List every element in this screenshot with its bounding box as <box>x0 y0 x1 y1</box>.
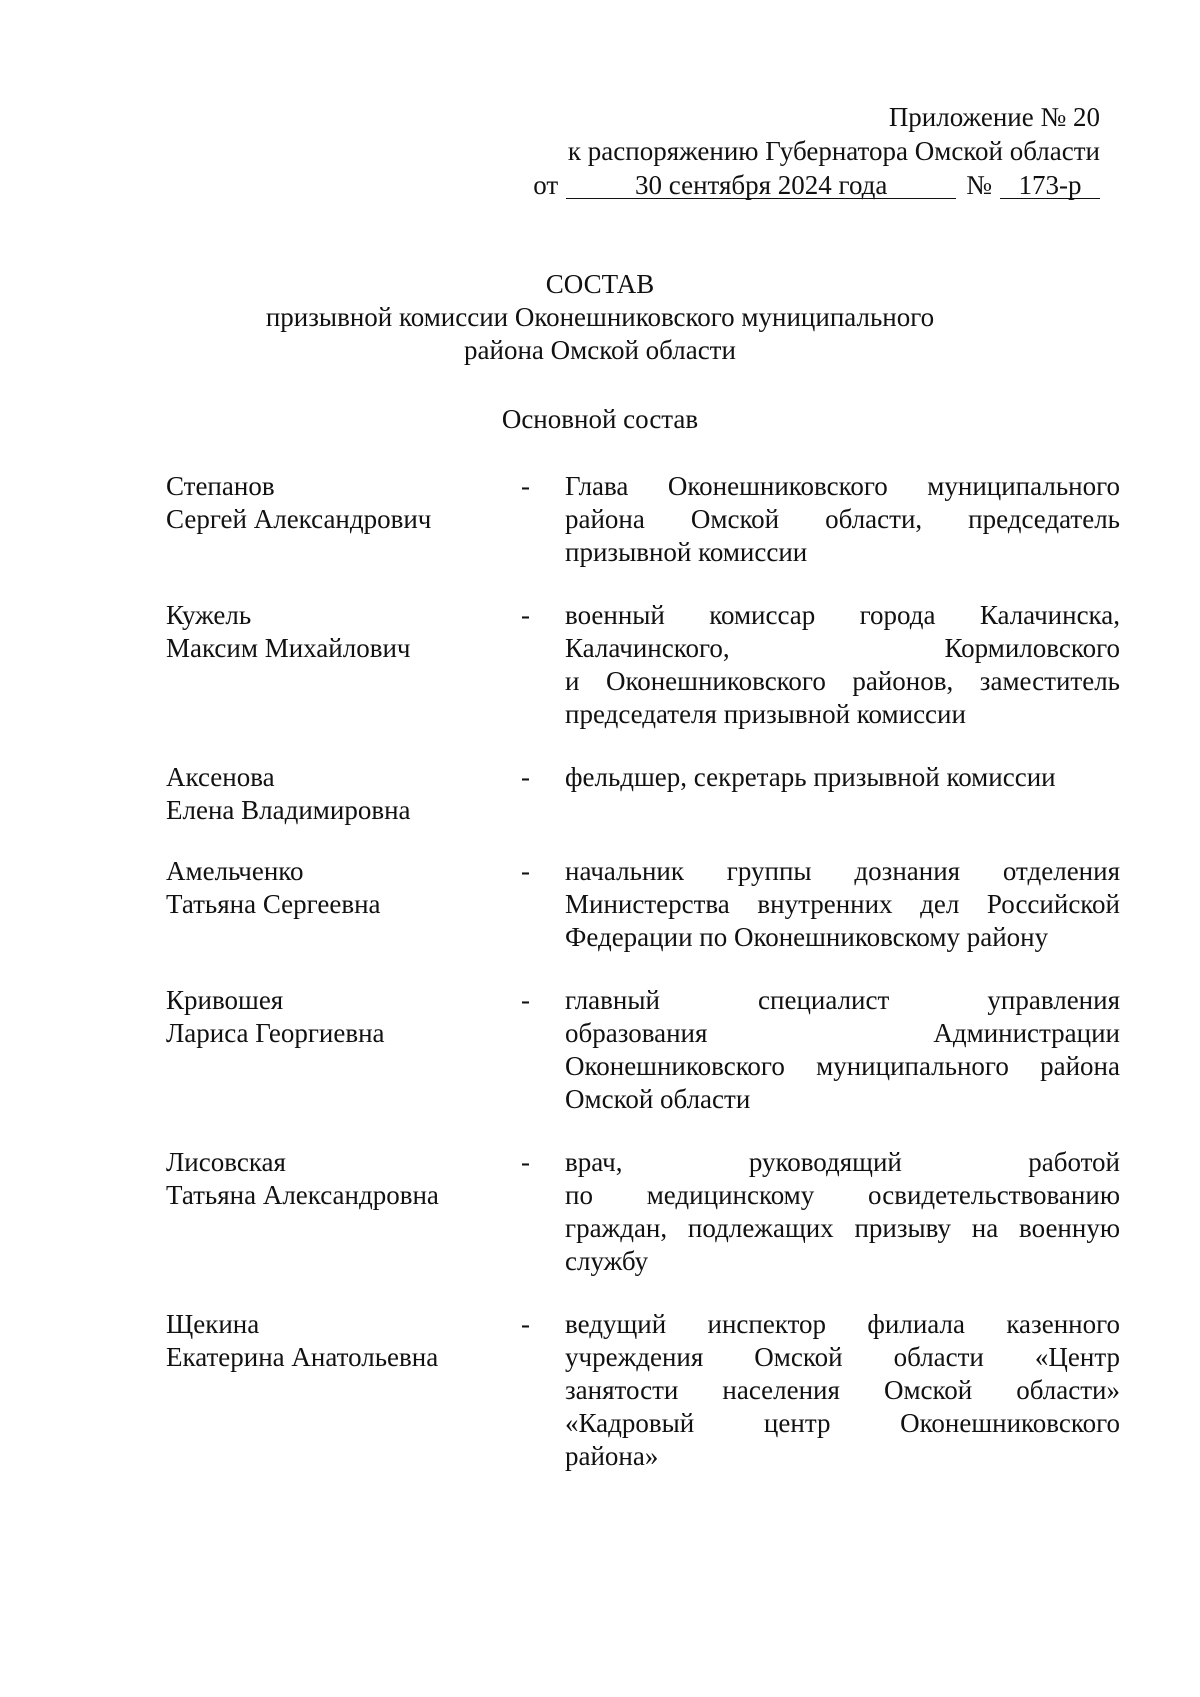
member-name <box>166 984 521 1050</box>
appendix-header <box>500 100 1100 202</box>
member-given-names: Елена Владимировна <box>166 795 411 825</box>
member-role-line: Калачинского, Кормиловского <box>565 633 1120 663</box>
member-given-names: Максим Михайлович <box>166 633 411 663</box>
member-given-names: Лариса Георгиевна <box>166 1018 385 1048</box>
member-role-line: Министерства внутренних дел Российской <box>565 889 1120 919</box>
member-dash: - <box>521 600 530 630</box>
member-role-line: образования Администрации <box>565 1018 1120 1048</box>
member-name <box>166 470 521 536</box>
member-surname: Лисовская <box>166 1147 286 1177</box>
member-given-names: Татьяна Александровна <box>166 1180 439 1210</box>
member-role-line: Омской области <box>565 1084 751 1114</box>
member-row <box>166 984 1124 1116</box>
member-role-line: врач, руководящий работой <box>565 1147 1120 1177</box>
member-role-line: граждан, подлежащих призыву на военную <box>565 1213 1120 1243</box>
member-given-names: Сергей Александрович <box>166 504 432 534</box>
member-role-line: по медицинскому освидетельствованию <box>565 1180 1120 1210</box>
member-surname: Аксенова <box>166 762 275 792</box>
member-role-line: учреждения Омской области «Центр <box>565 1342 1120 1372</box>
member-surname: Амельченко <box>166 856 304 886</box>
member-role <box>565 1308 1120 1473</box>
member-role-line: ведущий инспектор филиала казенного <box>565 1309 1120 1339</box>
document-title <box>140 268 1060 367</box>
member-role-line: района Омской области, председатель <box>565 504 1120 534</box>
member-row <box>166 470 1124 569</box>
member-row <box>166 855 1124 954</box>
member-dash: - <box>521 1147 530 1177</box>
from-label: от <box>533 170 559 200</box>
member-dash: - <box>521 856 530 886</box>
member-surname: Кривошея <box>166 985 284 1015</box>
member-role <box>565 761 1120 794</box>
member-name <box>166 1308 521 1374</box>
member-surname: Кужель <box>166 600 252 630</box>
member-name <box>166 1146 521 1212</box>
member-name <box>166 761 521 827</box>
member-role-line: призывной комиссии <box>565 537 808 567</box>
member-role-line: начальник группы дознания отделения <box>565 856 1120 886</box>
member-row <box>166 1146 1124 1278</box>
member-role <box>565 470 1120 569</box>
member-dash: - <box>521 985 530 1015</box>
member-name <box>166 599 521 665</box>
member-role-line: Оконешниковского муниципального района <box>565 1051 1120 1081</box>
member-surname: Щекина <box>166 1309 260 1339</box>
member-role-line: Федерации по Оконешниковскому району <box>565 922 1049 952</box>
order-number: 173-р <box>1000 172 1100 199</box>
member-dash: - <box>521 471 530 501</box>
members-list <box>166 470 1124 1473</box>
number-label: № <box>966 170 992 200</box>
member-role-line: района» <box>565 1441 659 1471</box>
member-given-names: Екатерина Анатольевна <box>166 1342 439 1372</box>
title-main: СОСТАВ <box>545 269 655 299</box>
member-role-line: «Кадровый центр Оконешниковского <box>565 1408 1120 1438</box>
member-role <box>565 599 1120 731</box>
member-dash: - <box>521 762 530 792</box>
member-role <box>565 1146 1120 1278</box>
member-role-line: председателя призывной комиссии <box>565 699 966 729</box>
section-heading: Основной состав <box>501 404 699 434</box>
member-dash: - <box>521 1309 530 1339</box>
member-role-line: Глава Оконешниковского муниципального <box>565 471 1120 501</box>
member-role-line: службу <box>565 1246 649 1276</box>
member-role-line: фельдшер, секретарь призывной комиссии <box>565 762 1056 792</box>
order-date: 30 сентября 2024 года <box>566 172 956 199</box>
member-role-line: главный специалист управления <box>565 985 1120 1015</box>
member-row <box>166 761 1124 827</box>
member-name <box>166 855 521 921</box>
member-row <box>166 1308 1124 1473</box>
title-line-2: района Омской области <box>464 335 736 365</box>
member-surname: Степанов <box>166 471 275 501</box>
member-role <box>565 855 1120 954</box>
member-role <box>565 984 1120 1116</box>
member-role-line: военный комиссар города Калачинска, <box>565 600 1120 630</box>
member-given-names: Татьяна Сергеевна <box>166 889 381 919</box>
member-role-line: и Оконешниковского районов, заместитель <box>565 666 1120 696</box>
member-role-line: занятости населения Омской области» <box>565 1375 1120 1405</box>
appendix-date-line <box>500 168 1100 202</box>
appendix-order-reference: к распоряжению Губернатора Омской области <box>567 136 1100 166</box>
title-line-1: призывной комиссии Оконешниковского муниципального <box>265 302 935 332</box>
appendix-number: Приложение № 20 <box>888 102 1100 132</box>
member-row <box>166 599 1124 731</box>
